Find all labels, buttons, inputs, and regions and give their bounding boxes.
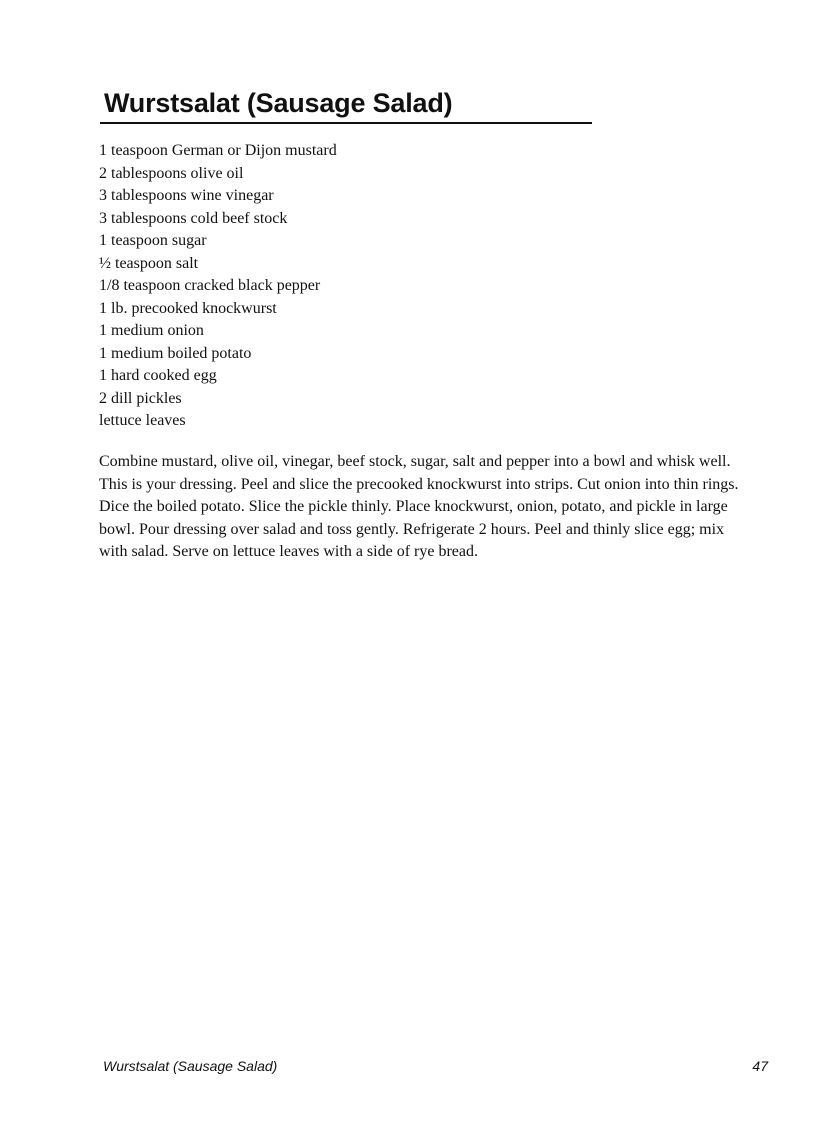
page-number: 47 bbox=[752, 1058, 768, 1074]
ingredient-item: 1/8 teaspoon cracked black pepper bbox=[99, 277, 321, 294]
ingredient-item: 1 lb. precooked knockwurst bbox=[99, 299, 277, 317]
ingredient-item: 2 dill pickles bbox=[99, 389, 182, 407]
ingredient-item: 2 tablespoons olive oil bbox=[99, 164, 244, 182]
footer-title: Wurstsalat (Sausage Salad) bbox=[103, 1058, 278, 1074]
ingredient-list bbox=[99, 140, 337, 433]
ingredient-item: 1 medium boiled potato bbox=[99, 344, 252, 362]
ingredient-item: 3 tablespoons cold beef stock bbox=[99, 209, 288, 227]
ingredient-item: lettuce leaves bbox=[99, 412, 186, 429]
ingredient-item: 1 teaspoon sugar bbox=[99, 232, 207, 249]
recipe-directions: Combine mustard, olive oil, vinegar, beef stock, sugar, salt and pepper into a bowl and whisk well. This is your dressing. Peel and slice the precooked knockwurst into strips. Cut onion into thin rings. Dice the boiled potato. Slice the pickle thinly. Place knockwurst, onion, potato, and pickle in large bowl. Pour dressing over salad and toss gently. Refrigerate 2 hours. Peel and thinly slice egg; mix with salad. Serve on lettuce leaves with a side of rye bread. bbox=[99, 453, 739, 560]
title-underline bbox=[100, 122, 592, 124]
ingredient-item: 1 medium onion bbox=[99, 322, 204, 339]
ingredient-item: 1 teaspoon German or Dijon mustard bbox=[99, 142, 337, 159]
ingredient-item: 1 hard cooked egg bbox=[99, 367, 217, 384]
ingredient-item: 3 tablespoons wine vinegar bbox=[99, 187, 274, 204]
recipe-title: Wurstsalat (Sausage Salad) bbox=[104, 88, 453, 118]
ingredient-item: ½ teaspoon salt bbox=[99, 254, 199, 272]
